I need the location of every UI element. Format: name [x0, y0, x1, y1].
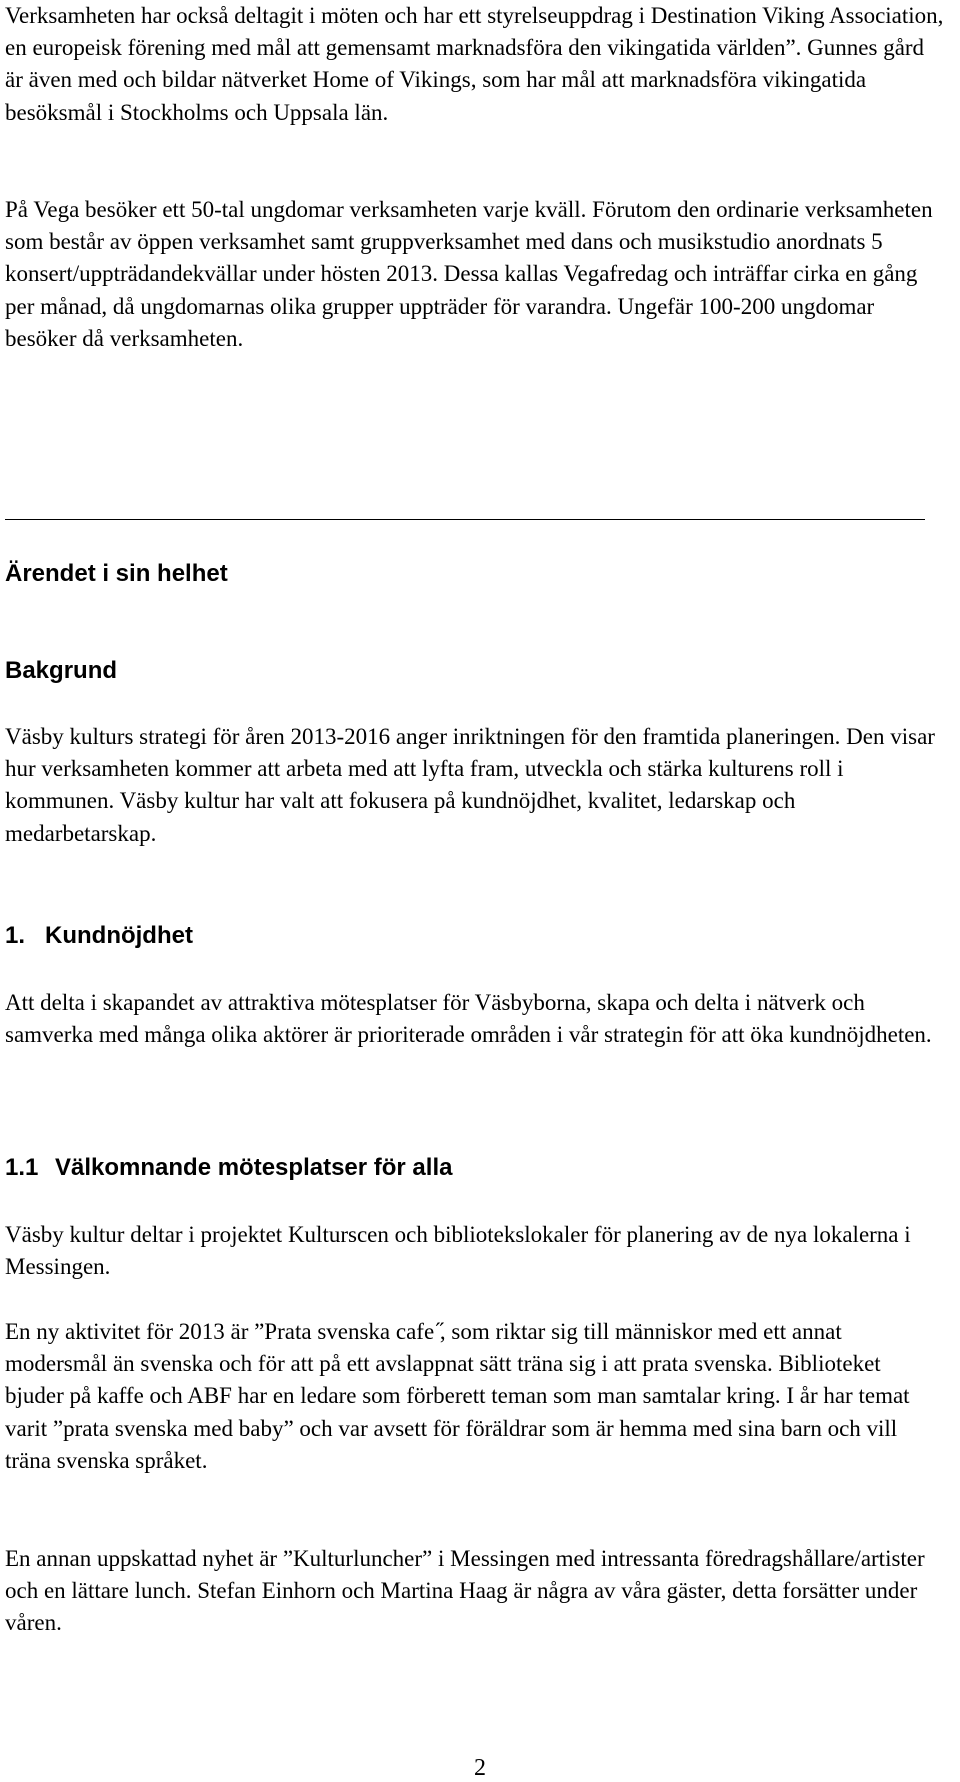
heading-bakgrund: Bakgrund: [5, 657, 118, 684]
heading-kundnojdhet-text: Kundnöjdhet: [45, 922, 193, 949]
paragraph-kundnojdhet: Att delta i skapandet av attraktiva mötesplatser för Väsbyborna, skapa och delta i nätverk och samverka med många olika aktörer är prioriterade områden i vår strategin för att öka kundnöjdheten.: [5, 990, 932, 1048]
heading-valkomnande-motesplatser: [5, 1153, 452, 1183]
heading-kundnojdhet: [5, 921, 193, 951]
horizontal-rule: [5, 519, 925, 520]
heading-kundnojdhet-number: 1.: [5, 922, 26, 949]
paragraph-vega: På Vega besöker ett 50-tal ungdomar verksamheten varje kväll. Förutom den ordinarie verksamheten som består av öppen verksamhet samt gruppverksamhet med dans och musikstudio anordnats 5 konsert/uppträdandekvällar under hösten 2013. Dessa kallas Vegafredag och inträffar cirka en gång per månad, då ungdomarnas olika grupper uppträder för varandra. Ungefär 100-200 ungdomar besöker då verksamheten.: [5, 197, 933, 351]
paragraph-destination-viking: Verksamheten har också deltagit i möten och har ett styrelseuppdrag i Destination Viking Association, en europeisk förening med mål att gemensamt marknadsföra den vikingatida världen”. Gunnes gård är även med och bildar nätverket Home of Vikings, som har mål att marknadsföra vikingatida besöksmål i Stockholms och Uppsala län.: [5, 3, 944, 125]
page-number: 2: [474, 1755, 486, 1781]
paragraph-kulturluncher: En annan uppskattad nyhet är ”Kulturluncher” i Messingen med intressanta föredragshållare/artister och en lättare lunch. Stefan Einhorn och Martina Haag är några av våra gäster, detta forsätter under våren.: [5, 1546, 925, 1636]
heading-arendet-i-sin-helhet: Ärendet i sin helhet: [5, 560, 228, 587]
heading-valkomnande-number: 1.1: [5, 1154, 39, 1181]
heading-valkomnande-text: Välkomnande mötesplatser för alla: [55, 1154, 453, 1181]
paragraph-prata-svenska: En ny aktivitet för 2013 är ”Prata svenska cafe ̋, som riktar sig till människor med ett annat modersmål än svenska och för att på ett avslappnat sätt träna sig i att prata svenska. Biblioteket bjuder på kaffe och ABF har en ledare som förberett teman som man samtalar kring. I år har temat varit ”prata svenska med baby” och var avsett för föräldrar som är hemma med sina barn och vill träna svenska språket.: [5, 1319, 910, 1473]
paragraph-kulturscen: Väsby kultur deltar i projektet Kulturscen och bibliotekslokaler för planering av de nya lokalerna i Messingen.: [5, 1222, 911, 1280]
paragraph-bakgrund: Väsby kulturs strategi för åren 2013-2016 anger inriktningen för den framtida planeringen. Den visar hur verksamheten kommer att arbeta med att lyfta fram, utveckla och stärka kulturens roll i kommunen. Väsby kultur har valt att fokusera på kundnöjdhet, kvalitet, ledarskap och medarbetarskap.: [5, 724, 935, 846]
